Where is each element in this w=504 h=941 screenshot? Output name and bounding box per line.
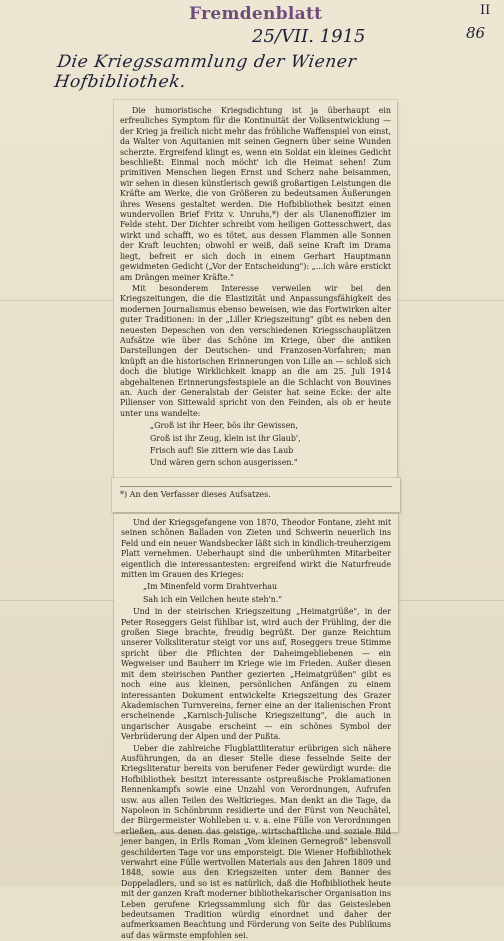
verse-line: „Groß ist ihr Heer, bös ihr Gewissen,: [150, 421, 298, 431]
clipping-footnote: [112, 478, 400, 512]
clipping-paragraph: Die humoristische Kriegsdichtung ist ja überhaupt ein erfreuliches Symptom für die Kontinuität der Volksentwicklung — der Krieg ja freilich nicht mehr das fröhliche Waffenspiel von einst, da Walter von Aquitanien mit seinen Gegnern über seine Wunden scherzte. Ergreifend klingt es, wenn ein Soldat ein kleines Gedicht beschließt: Einmal noch möcht' ich die Heimat sehen! Zum primitiven Menschen liegen Ernst und Scherz nahe beisammen, wir sehen in diesen künstlerisch gewiß großartigen Leistungen die Kräfte am Werke, die von Größeren zu bedeutsamen Äußerungen ihres Wesens gestaltet werden. Die Hofbibliothek besitzt einen wundervollen Brief Fritz v. Unruhs,*) der als Ulanenoffizier im Felde steht. Der Dichter schreibt vom heiligen Gottesschwert, das wirkt und schafft, wo es tötet, aus dessen Flammen alle Sonnen der Kraft leuchten; obwohl er weiß, daß seine Kraft im Drama liegt, befreit er sich doch in einem Gerhart Hauptmann gewidmeten Gedicht („Vor der Entscheidung"): „...ich wäre erstickt am Drängen meiner Kräfte.": [120, 106, 391, 282]
verse-line: Groß ist ihr Zeug, klein ist ihr Glaub',: [150, 433, 301, 443]
poem-line: „Im Minenfeld vorm Drahtverhau: [143, 582, 278, 592]
verse-line: Und wären gern schon ausgerissen.": [150, 458, 298, 468]
clipping-paragraph: Und der Kriegsgefangene von 1870, Theodor Fontane, zieht mit seinen schönen Balladen von Zieten und Schwerin neuerlich ins Feld und ein neuer Wandsbecker läßt sich in kindlich-treuherzigem Platt vernehmen. Ueberhaupt sind die unberühmten Mitarbeiter eigentlich die interessantesten: ergreifend wirkt die Naturfreude mitten im Grauen des Krieges:: [121, 518, 391, 580]
archive-number: 86: [466, 24, 486, 42]
verse-line: Frisch auf! Sie zittern wie das Laub: [150, 446, 294, 455]
clipping-paragraph: Ueber die zahlreiche Flugblattliteratur erübrigen sich nähere Ausführungen, da an dieser Stelle diese fesselnde Seite der Kriegsliteratur bereits von berufener Feder gewürdigt wurde: die Hofbibliothek besitzt interessante ostpreußische Proklamationen Rennenkampfs sowie eine Unzahl von Verordnungen, Aufrufen usw. aus allen Teilen des Weltkrieges. Man denkt an die Tage, da Napoleon in Schönbrunn residierte und der Fürst von Neuchâtel, der Bürgermeister Wohlleben u. v. a. eine Fülle von Verordnungen erließen, aus denen das geistige, wirtschaftliche und soziale Bild jener bangen, in Erlls Roman „Vom kleinen Gernegroß" lebensvoll geschilderten Tage vor uns emporsteigt. Die Wiener Hofbibliothek verwahrt eine Fülle wertvollen Materials aus den Jahren 1809 und 1848, sowie aus den Kriegszeiten unter dem Banner des Doppeladlers, und so ist es natürlich, daß die Hofbibliothek heute mit der ganzen Kraft moderner bibliothekarischer Organisation ins Leben gerufene Kriegssammlung sich für das Geistesleben bedeutsamen Tradition würdig einordnet und daher der aufmerksamen Beachtung und Förderung von Seite des Publikums auf das wärmste empfohlen sei.: [121, 743, 391, 940]
newspaper-stamp: Fremdenblatt: [189, 4, 323, 24]
footnote-text: *) An den Verfasser dieses Aufsatzes.: [120, 490, 271, 499]
poem-line: Sah ich ein Veilchen heute steh'n.": [143, 594, 283, 604]
date-stamp: 25/VII. 1915: [252, 26, 366, 47]
clipping-paragraph: Und in der steirischen Kriegszeitung „Heimatgrüße", in der Peter Roseggers Geist fühlbar ist, wird auch der Frühling, der die großen Siege brachte, freudig begrüßt. Der ganze Reichtum unserer Volksliteratur steigt vor uns auf, Roseggers treue Stimme spricht über die Pflichten der Daheimgebliebenen — ein Wegweiser und Bauherr im Kriege wie im Frieden. Außer diesen mit dem steirischen Panther gezierten „Heimatgrüßen" gibt es noch eine aus kleinen, persönlichen Anfängen zu einem interessanten Dokument entwickelte Kriegszeitung des Grazer Akademischen Turnvereins, ferner eine an der italienischen Front erscheinende „Karnisch-Julische Kriegszeitung", die auch in ungarischer Ausgabe erscheint — ein schönes Symbol der Verbrüderung der Alpen und der Pußta.: [121, 607, 391, 742]
handwritten-heading: Die Kriegssammlung der Wiener Hofbibliothek.: [53, 52, 358, 92]
clipping-paragraph: Mit besonderem Interesse verweilen wir bei den Kriegszeitungen, die die Elastizität und Anpassungsfähigkeit des modernen Journalismus ebenso beweisen, wie das Fortwirken alter guter Traditionen: in der „Liller Kriegszeitung" gibt es neben den neuesten Depeschen von den verschiedenen Kriegsschauplätzen Aufsätze wie über das Schöne im Kriege, über die antiken Darstellungen der Deutschen- und Franzosen-Vorfahren; man knüpft an die historischen Erinnerungen von Lille an — schloß sich doch die blutige Wirklichkeit knapp an die am 25. Juli 1914 abgehaltenen Erinnerungsfestspiele an die Schlacht von Bouvines an. Auch der Generalstab der Geister hat seine Ecke: der alte Pilienser von Sittewald spricht von den Feinden, als ob er heute unter uns wandelte:: [120, 283, 391, 418]
clipping-upper: [114, 100, 397, 478]
divider: [120, 486, 392, 487]
clipping-lower: [114, 514, 398, 940]
volume-number: II: [480, 3, 491, 18]
